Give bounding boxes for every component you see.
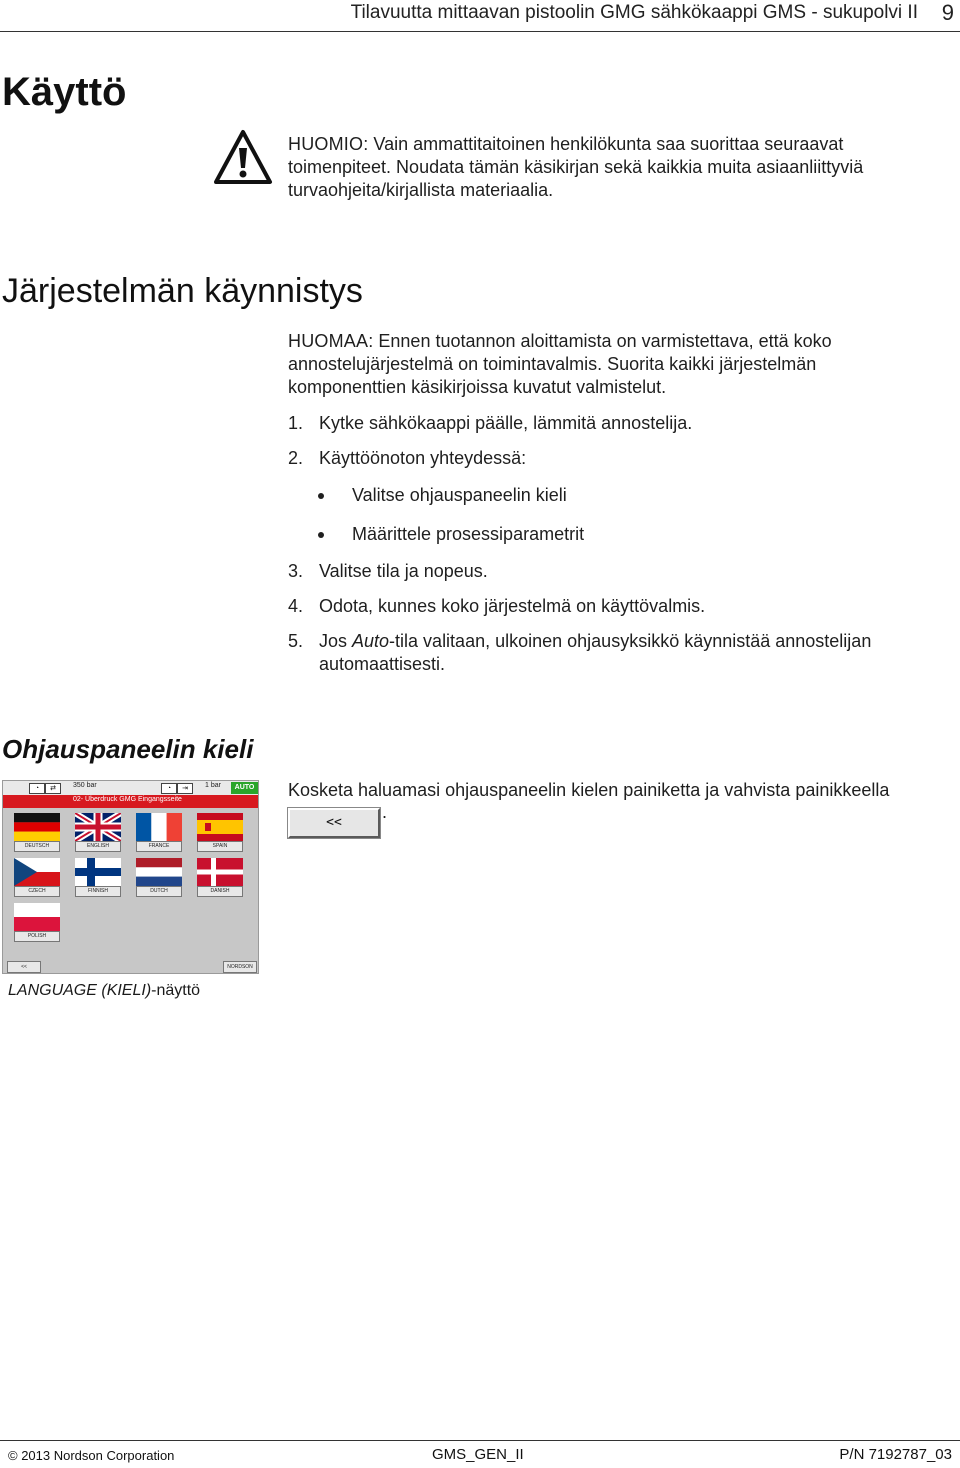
- language-button-spain[interactable]: SPAIN: [197, 841, 243, 852]
- language-button-danish[interactable]: DANISH: [197, 886, 243, 897]
- netherlands-flag-icon[interactable]: [136, 858, 182, 886]
- step-text: Kytke sähkökaappi päälle, lämmitä annostelija.: [319, 413, 693, 433]
- section-title-startup: Järjestelmän käynnistys: [2, 272, 363, 310]
- section-title-language: Ohjauspaneelin kieli: [2, 734, 254, 764]
- caption-rest: -näyttö: [151, 982, 201, 999]
- language-instruction: Kosketa haluamasi ohjauspaneelin kielen painiketta ja vahvista painikkeella: [288, 780, 890, 800]
- step-number: 4.: [288, 596, 304, 616]
- bullet-text: Määrittele prosessiparametrit: [352, 524, 585, 544]
- denmark-flag-icon[interactable]: [197, 858, 243, 886]
- instruction-period: .: [382, 802, 388, 822]
- page-title: Käyttö: [2, 70, 127, 114]
- step-text: Valitse tila ja nopeus.: [319, 561, 488, 581]
- language-button-english[interactable]: ENGLISH: [75, 841, 121, 852]
- step-number: 3.: [288, 561, 304, 581]
- bullet-text: Valitse ohjauspaneelin kieli: [352, 485, 567, 505]
- panel-screen-title: 02- Überdruck GMG Eingangsseite: [73, 796, 182, 803]
- footer-rule: [0, 1440, 960, 1441]
- language-button-czech[interactable]: CZECH: [14, 886, 60, 897]
- germany-flag-icon[interactable]: [14, 813, 60, 841]
- step-text-before: Jos: [319, 631, 353, 651]
- step-text-italic: Auto: [352, 631, 390, 651]
- step-number: 5.: [288, 631, 304, 651]
- step-text-after: -tila valitaan, ulkoinen ohjausyksikkö käynnistää annostelijan automaattisesti.: [319, 631, 872, 674]
- language-button-dutch[interactable]: DUTCH: [136, 886, 182, 897]
- footer-doc-id: GMS_GEN_II: [432, 1446, 524, 1463]
- logout-icon: ⇥: [177, 783, 193, 794]
- header-rule: [0, 31, 960, 32]
- exchange-icon: ⇄: [45, 783, 61, 794]
- step-text: Odota, kunnes koko järjestelmä on käyttövalmis.: [319, 596, 706, 616]
- caption-italic: LANGUAGE (KIELI): [8, 982, 152, 999]
- bullet-dot: [318, 493, 324, 499]
- note-block: [288, 330, 928, 399]
- caution-text: Vain ammattitaitoinen henkilökunta saa suorittaa seuraavat toimenpiteet. Noudata tämän käsikirjan sekä kaikkia muita asiaanliittyviä turvaohjeita/kirjallista materiaalia.: [288, 134, 864, 200]
- caution-block: [288, 133, 928, 202]
- footer-copyright: © 2013 Nordson Corporation: [8, 1448, 175, 1463]
- note-text: Ennen tuotannon aloittamista on varmistettava, että koko annostelujärjestelmä on toimintavalmis. Suorita kaikki järjestelmän komponenttien käsikirjoissa kuvatut valmistelut.: [288, 331, 832, 397]
- language-button-polish[interactable]: POLISH: [14, 931, 60, 942]
- spain-flag-icon[interactable]: [197, 813, 243, 841]
- poland-flag-icon[interactable]: [14, 903, 60, 931]
- step-text: Käyttöönoton yhteydessä:: [319, 448, 527, 468]
- panel-title-bar: [3, 795, 258, 808]
- panel-top-bar: [3, 781, 258, 795]
- language-button-france[interactable]: FRANCE: [136, 841, 182, 852]
- header-title: Tilavuutta mittaavan pistoolin GMG sähkökaappi GMS - sukupolvi II: [350, 2, 918, 23]
- caution-label: HUOMIO:: [288, 134, 369, 154]
- language-button-finnish[interactable]: FINNISH: [75, 886, 121, 897]
- mode-badge[interactable]: AUTO: [231, 782, 258, 794]
- panel-counter: 1 bar: [205, 782, 221, 789]
- footer-part-number: P/N 7192787_03: [839, 1446, 952, 1463]
- page-number: 9: [941, 0, 954, 25]
- panel-back-button[interactable]: <<: [7, 961, 41, 973]
- step-number: 2.: [288, 448, 304, 468]
- step-text: [319, 630, 939, 676]
- language-panel-screenshot: [2, 780, 259, 974]
- note-label: HUOMAA:: [288, 331, 374, 351]
- bullet-dot: [318, 532, 324, 538]
- figure-caption: [8, 982, 200, 1000]
- back-button[interactable]: <<: [288, 808, 380, 838]
- uk-flag-icon[interactable]: [75, 813, 121, 841]
- panel-nordson-button[interactable]: NORDSON: [223, 961, 257, 973]
- panel-pressure: 350 bar: [73, 782, 97, 789]
- finland-flag-icon[interactable]: [75, 858, 121, 886]
- running-header: [0, 0, 960, 28]
- france-flag-icon[interactable]: [136, 813, 182, 841]
- step-number: 1.: [288, 413, 304, 433]
- gauge-icon: ◔: [29, 783, 45, 794]
- czech-flag-icon[interactable]: [14, 858, 60, 886]
- gauge-icon: ◔: [161, 783, 177, 794]
- language-button-deutsch[interactable]: DEUTSCH: [14, 841, 60, 852]
- warning-icon: [212, 128, 274, 186]
